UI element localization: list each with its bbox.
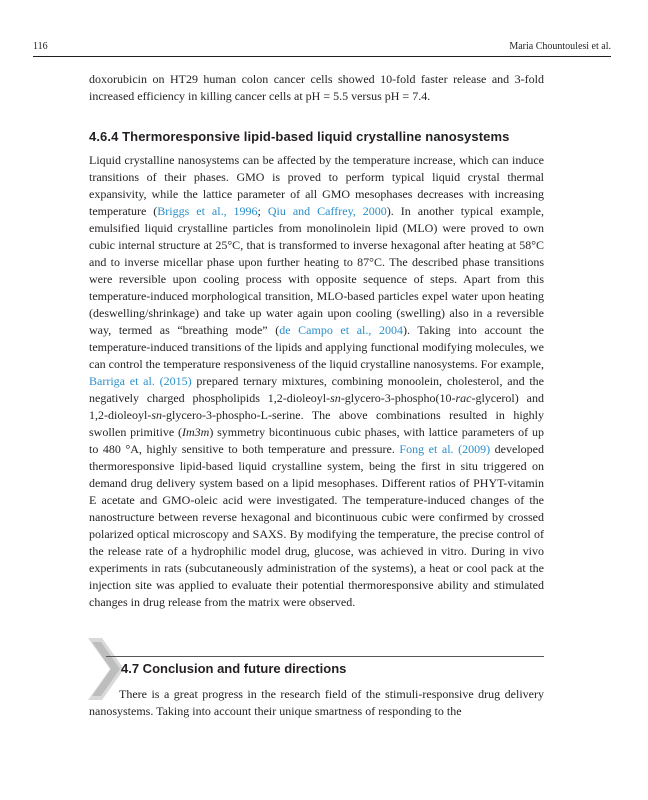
paragraph-text: doxorubicin on HT29 human colon cancer cells showed 10-fold faster release and 3-fold increased efficiency in killing cancer cells at pH = 5.5 versus pH = 7.4. xyxy=(89,72,544,103)
section-heading-4-7: 4.7 Conclusion and future directions xyxy=(121,661,347,676)
citation-de-campo-2004[interactable]: de Campo et al., 2004 xyxy=(279,323,403,337)
section-4-6-4-body xyxy=(89,152,544,611)
section-heading-4-6-4: 4.6.4 Thermoresponsive lipid-based liquid crystalline nanosystems xyxy=(89,129,510,144)
paragraph-conclusion: There is a great progress in the research field of the stimuli-responsive drug delivery nanosystems. Taking into account their unique smartness of responding to the xyxy=(89,687,544,718)
running-head-authors: Maria Chountoulesi et al. xyxy=(509,41,611,52)
header-rule xyxy=(33,56,611,57)
page-number: 116 xyxy=(33,41,48,52)
citation-qiu-caffrey-2000[interactable]: Qiu and Caffrey, 2000 xyxy=(267,204,387,218)
running-head xyxy=(33,41,611,55)
section-4-7-body xyxy=(89,686,544,720)
paragraph-thermoresponsive: Liquid crystalline nanosystems can be affected by the temperature increase, which can induce transitions of their phases. GMO is proved to perform typical liquid crystal thermal expansivity, while the lattice parameter of all GMO mesophases decreases with increasing temperature (Briggs et al., 1996; Qiu and Caffrey, 2000). In another typical example, emulsified liquid crystalline particles from monolinolein lipid (MLO) were proved to own cubic internal structure at 25°C, that is transformed to inverse hexagonal after heating at 58°C and to inverse micellar phase upon further heating to 87°C. The described phase transitions were reversible upon cooling process with opposite sequence of steps. Apart from this temperature-induced morphological transition, MLO-based particles expel water upon heating (deswelling/shrinkage) and take up water again upon cooling (swelling) also in a reversible way, termed as “breathing mode” (de Campo et al., 2004). Taking into account the temperature-induced transitions of the lipids and applying functional modifying molecules, we can control the temperature responsiveness of the liquid crystalline nanosystems. For example, Barriga et al. (2015) prepared ternary mixtures, combining monoolein, cholesterol, and the negatively charged phospholipids 1,2-dioleoyl-sn-glycero-3-phospho(10-rac-glycerol) and 1,2-dioleoyl-sn-glycero-3-phospho-L-serine. The above combinations resulted in highly swollen primitive (Im3m) symmetry bicontinuous cubic phases, with lattice parameters of up to 480 °A, highly sensitive to both temperature and pressure. Fong et al. (2009) developed thermoresponsive lipid-based liquid crystalline system, being the first in situ triggered on demand drug delivery system based on a lipid mesophases. Different ratios of PHYT-vitamin E acetate and GMO-oleic acid were investigated. The temperature-induced changes of the nanostructure between reverse hexagonal and bicontinuous cubic were confirmed by crossed polarized optical microscopy and SAXS. By modifying the temperature, the precise control of the release rate of a hydrophilic model drug, glucose, was achieved in vitro. During in vivo experiments in rats (subcutaneously administration of the systems), a heat or cool pack at the injection site was applied to evaluate their potential thermoresponsive ability and stimulated changes in drug release from the matrix were observed. xyxy=(89,153,545,609)
citation-fong-2009[interactable]: Fong et al. (2009) xyxy=(399,442,491,456)
paragraph-intro xyxy=(89,71,544,105)
section-rule xyxy=(106,656,544,657)
citation-briggs-1996[interactable]: Briggs et al., 1996 xyxy=(157,204,258,218)
citation-barriga-2015[interactable]: Barriga et al. (2015) xyxy=(89,374,192,388)
